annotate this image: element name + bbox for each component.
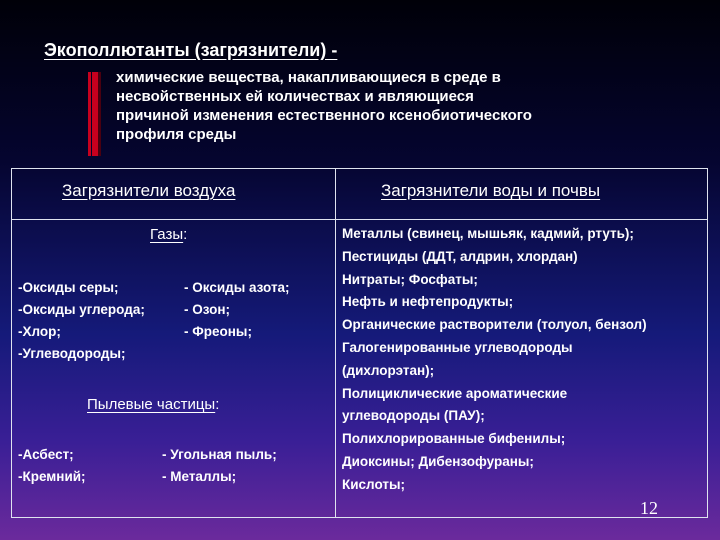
water-soil-item: Полихлорированные бифенилы; [342, 431, 566, 447]
pollutants-table [11, 168, 708, 518]
accent-bar-shadow [98, 72, 101, 156]
water-soil-item: Металлы (свинец, мышьяк, кадмий, ртуть); [342, 226, 634, 241]
water-soil-list [342, 223, 708, 497]
gas-item: -Хлор; [18, 324, 61, 339]
air-pollutants-header: Загрязнители воздуха [62, 181, 236, 200]
gas-item [184, 343, 334, 365]
water-soil-pollutants-header: Загрязнители воды и почвы [381, 181, 601, 200]
water-soil-item: Диоксины; Дибензофураны; [342, 453, 534, 469]
page-number: 12 [640, 498, 658, 518]
column-divider [335, 169, 336, 517]
dust-item: -Асбест; [18, 447, 74, 462]
accent-bar [88, 72, 91, 156]
water-soil-item: Кислоты; [342, 476, 405, 492]
gas-item: -Оксиды углерода; [18, 302, 145, 317]
water-soil-item: (дихлорэтан); [342, 362, 435, 378]
gas-item: - Фреоны; [184, 324, 252, 339]
gases-subheader [150, 226, 187, 243]
water-soil-item: Пестициды (ДДТ, алдрин, хлордан) [342, 248, 578, 264]
gases-colon: : [183, 226, 188, 243]
gas-item: - Озон; [184, 302, 231, 317]
dust-subheader [87, 396, 219, 413]
dust-label: Пылевые частицы [87, 396, 216, 413]
gases-list [18, 277, 334, 365]
definition-text: химические вещества, накапливающиеся в среде в несвойственных ей количествах и являющиеся причиной изменения естественного ксенобиотического профиля среды [116, 69, 532, 143]
water-soil-item: углеводороды (ПАУ); [342, 408, 485, 424]
dust-list [18, 444, 332, 488]
slide-title: Экополлютанты (загрязнители) - [44, 40, 338, 60]
water-soil-item: Полициклические ароматические [342, 385, 568, 401]
gas-item: - Оксиды азота; [184, 280, 290, 295]
dust-colon: : [215, 396, 220, 413]
water-soil-item: Нефть и нефтепродукты; [342, 294, 514, 310]
header-divider [12, 219, 707, 220]
water-soil-item: Нитраты; Фосфаты; [342, 271, 478, 287]
dust-item: - Угольная пыль; [162, 447, 277, 462]
gas-item: -Углеводороды; [18, 346, 126, 361]
accent-bars [88, 72, 102, 156]
dust-item: - Металлы; [162, 469, 237, 484]
dust-item: -Кремний; [18, 469, 86, 484]
water-soil-item: Органические растворители (толуол, бензол) [342, 317, 647, 333]
gas-item: -Оксиды серы; [18, 280, 119, 295]
gases-label: Газы [150, 226, 184, 243]
water-soil-item: Галогенированные углеводороды [342, 339, 573, 355]
